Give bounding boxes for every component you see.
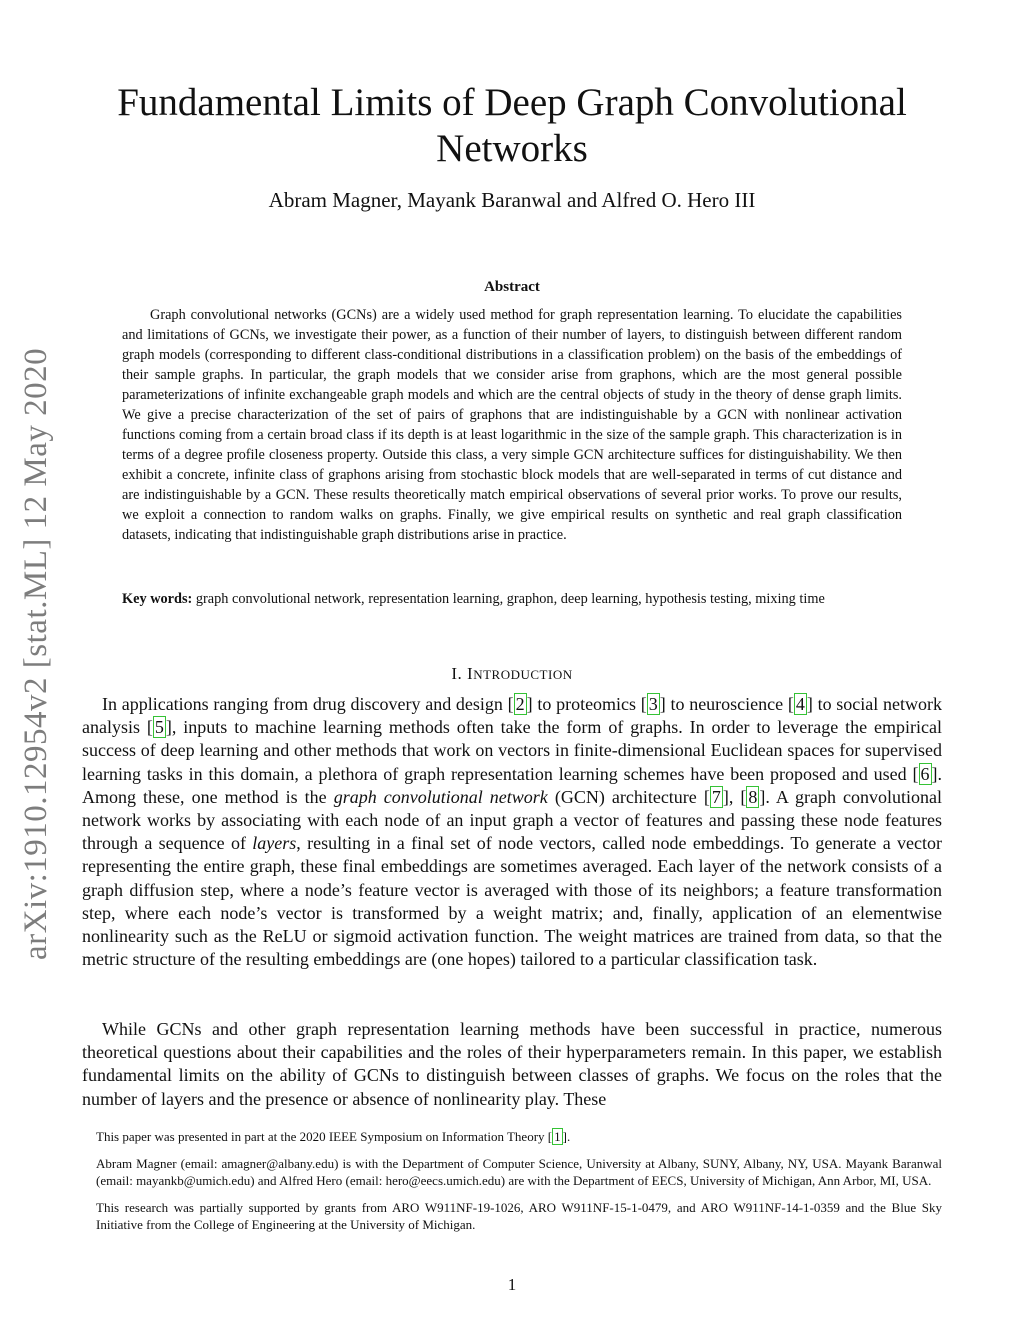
intro-paragraph-1	[82, 693, 942, 971]
keywords-label: Key words:	[122, 591, 193, 607]
section-title-initial: I	[467, 664, 474, 683]
text-run: ] to social network analysis [	[82, 694, 942, 738]
text-run: ], inputs to machine learning methods often take the form of graphs. In order to leverage the empirical success of deep learning and other methods that work on vectors in finite-dimensional Euclidean spaces for supervised learning tasks in this domain, a plethora of graph representation learning schemes have been proposed and used [	[82, 717, 943, 784]
intro-paragraph-2: While GCNs and other graph representation learning methods have been successful in practice, numerous theoretical questions about their capabilities and the roles of their hyperparameters remain. In this paper, we establish fundamental limits on the ability of GCNs to distinguish between classes of graphs. We focus on the roles that the number of layers and the presence or absence of nonlinearity play. These	[82, 1019, 942, 1109]
text-run: ] to proteomics [	[526, 694, 647, 714]
text-run: This paper was presented in part at the 2020 IEEE Symposium on Information Theory [	[96, 1129, 553, 1144]
emphasis-text: layers	[252, 833, 297, 854]
footnote-affiliations: Abram Magner (email: amagner@albany.edu) is with the Department of Computer Science, University at Albany, SUNY, Albany, NY, USA. Mayank Baranwal (email: mayankb@umich.edu) and Alfred Hero (email: hero@eecs.umich.edu) are with the Department of EECS, University of Michigan, Ann Arbor, MI, USA.	[96, 1155, 942, 1188]
section-numeral: I.	[451, 664, 463, 683]
text-run: ]. Among these, one method is the	[82, 763, 942, 807]
citation-link[interactable]: 5	[154, 717, 164, 738]
keywords-text: graph convolutional network, representation learning, graphon, deep learning, hypothesis testing, mixing time	[195, 591, 825, 607]
emphasis-text: graph convolutional network	[333, 786, 548, 807]
text-run: ].	[562, 1129, 571, 1144]
text-run: , resulting in a final set of node vectors, called node embeddings. To generate a vector representing the entire graph, these final embeddings are sometimes averaged. Each layer of the network consists of a graph diffusion step, where a node’s feature vector is averaged with those of its neighbors; a feature transformation step, where each node’s vector is transformed by a weight matrix; and, finally, application of an elementwise nonlinearity such as the ReLU or sigmoid activation function. The weight matrices are trained from data, so that the metric structure of the resulting embeddings are (one hopes) tailored to a particular classification task.	[82, 833, 942, 970]
text-run: ] to neuroscience [	[659, 694, 794, 714]
section-title-rest: NTRODUCTION	[473, 667, 573, 682]
text-run: In applications ranging from drug discovery and design [	[102, 694, 514, 714]
abstract-heading: Abstract	[484, 279, 540, 295]
footnote-presentation	[96, 1128, 942, 1146]
citation-link[interactable]: 8	[748, 786, 758, 807]
author-list: Abram Magner, Mayank Baranwal and Alfred O. Hero III	[268, 188, 756, 212]
citation-link[interactable]: 3	[648, 694, 658, 714]
citation-link[interactable]: 1	[554, 1129, 561, 1144]
arxiv-identifier[interactable]: arXiv:1910.12954v2 [stat.ML] 12 May 2020	[18, 347, 54, 960]
text-run: ]. A graph convolutional network works by associating with each node of an input graph a vector of features and passing these node features through a sequence of	[82, 786, 942, 854]
abstract-text: Graph convolutional networks (GCNs) are a widely used method for graph representation learning. To elucidate the capabilities and limitations of GCNs, we investigate their power, as a function of their number of layers, to distinguish between different random graph models (corresponding to different class-conditional distributions in a classification problem) on the basis of the embeddings of their sample graphs. In particular, the graph models that we consider arise from graphons, which are the most general possible parameterizations of infinite exchangeable graph models and which are the central objects of study in the theory of dense graph limits. We give a precise characterization of the set of pairs of graphons that are indistinguishable by a GCN with nonlinear activation functions coming from a certain broad class if its depth is at least logarithmic in the size of the sample graph. This characterization is in terms of a degree profile closeness property. Outside this class, a very simple GCN architecture suffices for distinguishability. We then exhibit a concrete, infinite class of graphons arising from stochastic block models that are well-separated in terms of cut distance and are indistinguishable by a GCN. These results theoretically match empirical observations of several prior works. To prove our results, we exploit a connection to random walks on graphs. Finally, we give empirical results on synthetic and real graph classification datasets, indicating that indistinguishable graph distributions arise in practice.	[122, 307, 902, 543]
citation-link[interactable]: 7	[711, 786, 721, 807]
footnote-funding: This research was partially supported by grants from ARO W911NF-19-1026, ARO W911NF-15-1-0479, and ARO W911NF-14-1-0359 and the Blue Sky Initiative from the College of Engineering at the University of Michigan.	[96, 1199, 942, 1232]
text-run: ], [	[722, 786, 747, 807]
paper-title: Fundamental Limits of Deep Graph Convolutional Networks	[117, 81, 907, 170]
text-run: (GCN) architecture [	[547, 786, 710, 807]
citation-link[interactable]: 2	[515, 694, 525, 714]
keywords	[122, 589, 902, 609]
page-number: 1	[507, 1275, 517, 1294]
citation-link[interactable]: 4	[795, 694, 805, 714]
section-heading-introduction	[60, 664, 964, 684]
footnotes	[96, 1128, 942, 1243]
citation-link[interactable]: 6	[920, 763, 930, 784]
